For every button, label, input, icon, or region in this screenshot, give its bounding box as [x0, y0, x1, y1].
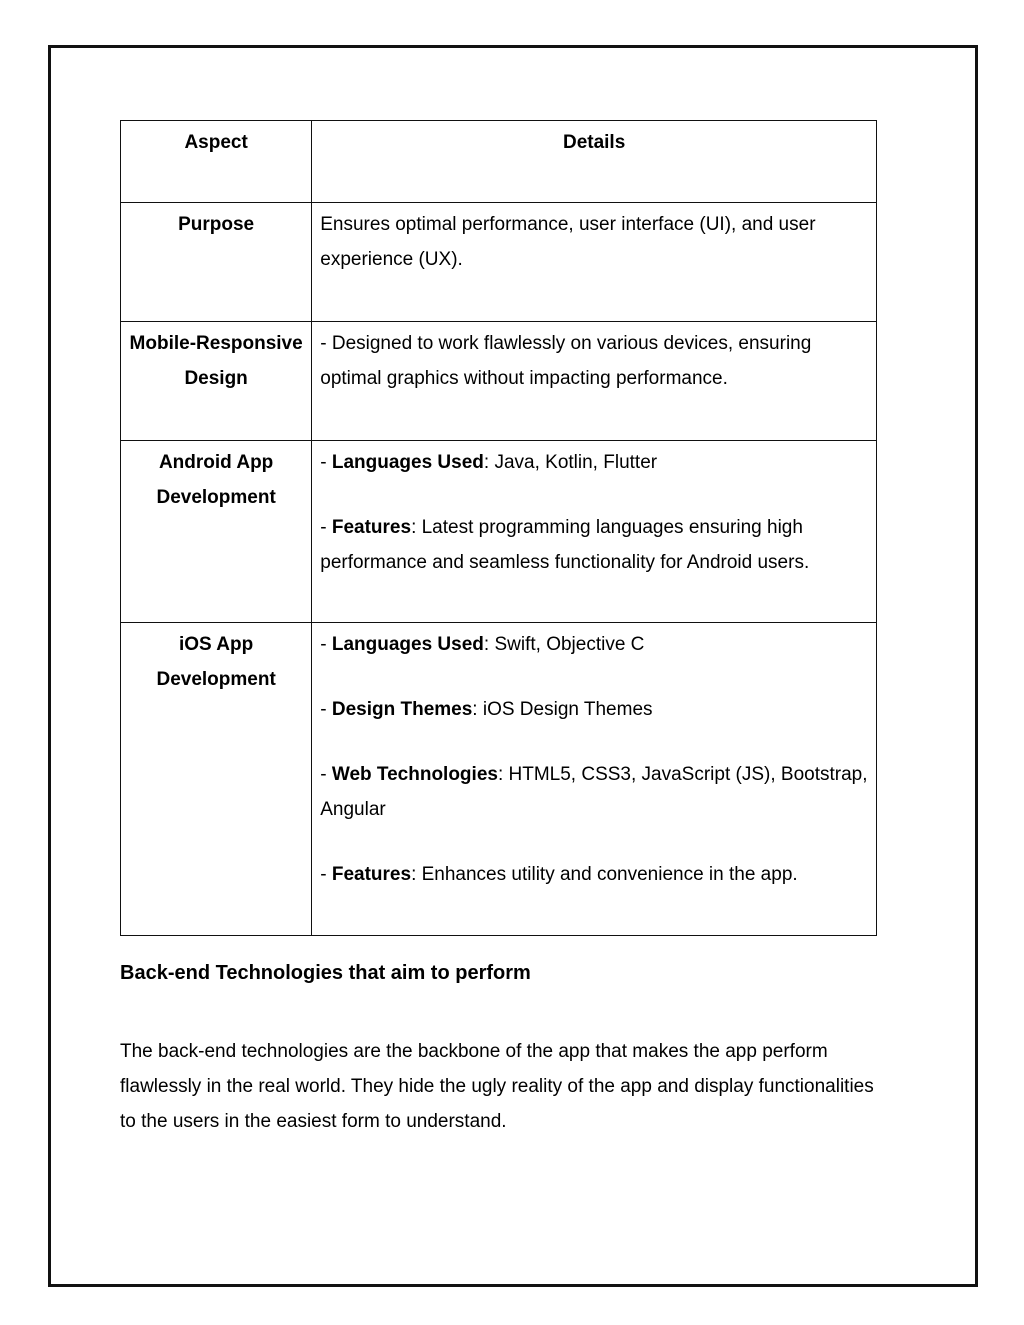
- detail-prefix: -: [320, 699, 332, 720]
- detail-item: [320, 445, 868, 480]
- details-table: [120, 120, 877, 936]
- header-details: Details: [312, 121, 877, 203]
- table-row: [121, 203, 877, 322]
- table-row: [121, 441, 877, 623]
- detail-item: [320, 757, 868, 827]
- section-paragraph: The back-end technologies are the backbone of the app that makes the app perform flawlessly in the real world. They hide the ugly reality of the app and display functionalities to the users in the easiest form to understand.: [120, 1041, 874, 1132]
- detail-text: : iOS Design Themes: [472, 699, 653, 720]
- detail-item: [320, 857, 868, 892]
- row-details: [312, 203, 877, 322]
- detail-prefix: -: [320, 517, 332, 538]
- header-aspect: Aspect: [121, 121, 312, 203]
- detail-prefix: -: [320, 764, 332, 785]
- table-row: [121, 623, 877, 936]
- detail-text: : Latest programming languages ensuring high performance and seamless functionality for Android users.: [320, 517, 810, 573]
- detail-item: [320, 510, 868, 580]
- row-details: [312, 322, 877, 441]
- row-aspect: Purpose: [121, 203, 312, 322]
- row-aspect: Android App Development: [121, 441, 312, 623]
- detail-text: : HTML5, CSS3, JavaScript (JS), Bootstrap, Angular: [320, 764, 868, 820]
- detail-label: Web Technologies: [331, 764, 498, 785]
- detail-text: - Designed to work flawlessly on various devices, ensuring optimal graphics without impacting performance.: [320, 333, 812, 389]
- detail-item: [320, 692, 868, 727]
- detail-text: : Java, Kotlin, Flutter: [483, 452, 658, 473]
- row-aspect: Mobile-Responsive Design: [121, 322, 312, 441]
- detail-label: Languages Used: [331, 452, 484, 473]
- table-row: [121, 322, 877, 441]
- row-aspect: iOS App Development: [121, 623, 312, 936]
- detail-text: : Swift, Objective C: [483, 634, 645, 655]
- detail-prefix: -: [320, 634, 332, 655]
- detail-item: [320, 627, 868, 662]
- row-details: [312, 441, 877, 623]
- table-header-row: [121, 121, 877, 203]
- detail-text: : Enhances utility and convenience in the app.: [411, 864, 798, 885]
- detail-label: Features: [331, 864, 412, 885]
- detail-prefix: -: [320, 452, 332, 473]
- detail-label: Languages Used: [331, 634, 484, 655]
- detail-text: Ensures optimal performance, user interface (UI), and user experience (UX).: [320, 214, 816, 270]
- detail-label: Features: [331, 517, 412, 538]
- detail-prefix: -: [320, 864, 332, 885]
- detail-label: Design Themes: [331, 699, 473, 720]
- section-heading: Back-end Technologies that aim to perform: [120, 962, 531, 984]
- row-details: [312, 623, 877, 936]
